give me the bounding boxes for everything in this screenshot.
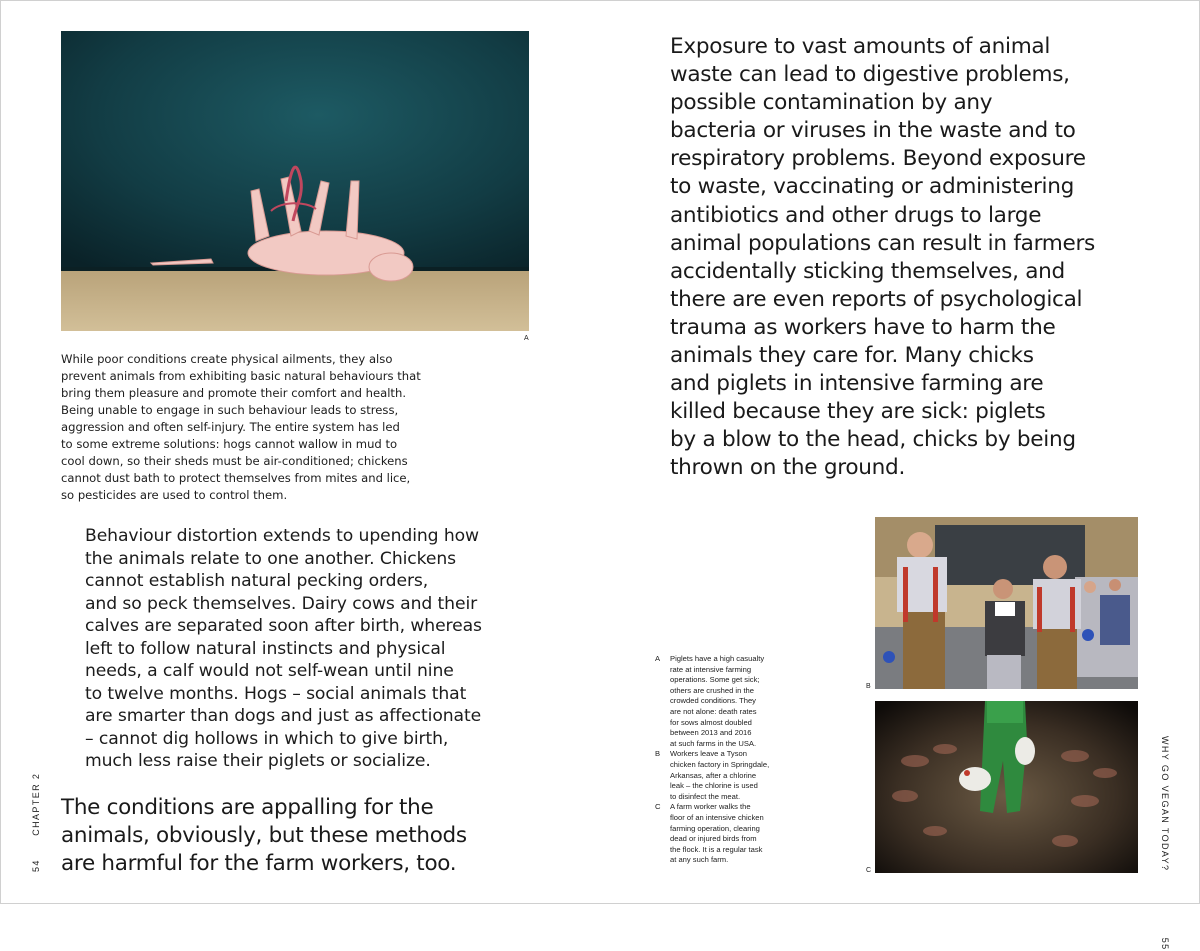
- caption-c: [655, 802, 785, 866]
- text-line: animals they care for. Many chicks: [670, 343, 1034, 369]
- text-line: respiratory problems. Beyond exposure: [670, 146, 1086, 172]
- text-line: bacteria or viruses in the waste and to: [670, 118, 1076, 144]
- caption-line: rate at intensive farming: [670, 664, 752, 674]
- text-line: possible contamination by any: [670, 90, 993, 116]
- photo-b: [875, 517, 1138, 689]
- caption-line: farming operation, clearing: [670, 823, 760, 833]
- text-line: – cannot dig hollows in which to give birth,: [85, 728, 449, 749]
- caption-line: others are crushed in the: [670, 685, 755, 695]
- caption-line: Piglets have a high casualty: [670, 654, 765, 663]
- caption-line: to disinfect the meat.: [670, 791, 741, 801]
- caption-letter: B: [655, 749, 661, 759]
- caption-line: between 2013 and 2016: [670, 728, 752, 738]
- text-line: Exposure to vast amounts of animal: [670, 34, 1051, 59]
- caption-line: dead or injured birds from: [670, 834, 757, 844]
- text-line: animal populations can result in farmers: [670, 230, 1096, 256]
- caption-line: Arkansas, after a chlorine: [670, 770, 757, 780]
- text-line: and piglets in intensive farming are: [670, 371, 1044, 397]
- text-line: the animals relate to one another. Chickens: [85, 548, 456, 569]
- text-line: cannot dust bath to protect themselves from mites and lice,: [61, 471, 411, 485]
- section-title: WHY GO VEGAN TODAY?: [1160, 736, 1170, 872]
- workers-photo-icon: [875, 517, 1138, 689]
- chicken-farm-photo-icon: [875, 701, 1138, 873]
- caption-line: operations. Some get sick;: [670, 675, 760, 685]
- left-folio: [31, 773, 41, 872]
- photo-captions: [655, 654, 785, 866]
- text-line: animals, obviously, but these methods: [61, 823, 467, 848]
- text-line: Behaviour distortion extends to upending how: [85, 526, 480, 546]
- caption-line: for sows almost doubled: [670, 717, 752, 727]
- text-line: accidentally sticking themselves, and: [670, 258, 1065, 284]
- piglet-photo-icon: [61, 31, 529, 331]
- text-line: are smarter than dogs and just as affectionate: [85, 706, 482, 726]
- text-line: cool down, so their sheds must be air-conditioned; chickens: [61, 454, 408, 468]
- page-number: 55: [1160, 937, 1170, 951]
- caption-line: A farm worker walks the: [670, 802, 751, 812]
- text-line: killed because they are sick: piglets: [670, 399, 1046, 425]
- page-number: 54: [31, 859, 41, 872]
- text-line: prevent animals from exhibiting basic natural behaviours that: [61, 369, 421, 383]
- caption-line: the flock. It is a regular task: [670, 844, 763, 854]
- caption-letter: A: [655, 654, 661, 663]
- photo-c-label: C: [866, 867, 872, 874]
- caption-line: at such farms in the USA.: [670, 738, 757, 748]
- caption-line: floor of an intensive chicken: [670, 812, 764, 822]
- photo-a-label: A: [524, 335, 529, 342]
- text-line: by a blow to the head, chicks by being: [670, 427, 1076, 453]
- text-line: cannot establish natural pecking orders,: [85, 571, 429, 591]
- body-paragraph-mid: [85, 525, 510, 773]
- body-paragraph-large: [670, 33, 1170, 483]
- caption-line: leak – the chlorine is used: [670, 781, 758, 791]
- body-paragraph-small: [61, 351, 461, 504]
- section-title: CHAPTER 2: [31, 772, 41, 836]
- text-line: The conditions are appalling for the: [61, 795, 434, 820]
- text-line: to waste, vaccinating or administering: [670, 174, 1075, 200]
- text-line: While poor conditions create physical ailments, they also: [61, 352, 393, 366]
- text-line: left to follow natural instincts and physical: [85, 638, 446, 659]
- text-line: needs, a calf would not self-wean until nine: [85, 661, 454, 681]
- text-line: are harmful for the farm workers, too.: [61, 851, 457, 876]
- text-line: thrown on the ground.: [670, 455, 906, 481]
- caption-line: crowded conditions. They: [670, 696, 756, 706]
- text-line: trauma as workers have to harm the: [670, 314, 1056, 340]
- caption-text: [670, 654, 785, 749]
- text-line: there are even reports of psychological: [670, 286, 1083, 312]
- text-line: waste can lead to digestive problems,: [670, 62, 1070, 88]
- caption-line: are not alone: death rates: [670, 706, 757, 716]
- caption-text: [670, 749, 785, 802]
- caption-line: Workers leave a Tyson: [670, 749, 747, 759]
- text-line: calves are separated soon after birth, whereas: [85, 616, 482, 636]
- photo-a: [61, 31, 529, 331]
- caption-text: [670, 802, 785, 866]
- caption-b: [655, 749, 785, 802]
- text-line: so pesticides are used to control them.: [61, 488, 288, 502]
- text-line: bring them pleasure and promote their comfort and health.: [61, 386, 407, 400]
- text-line: and so peck themselves. Dairy cows and their: [85, 593, 478, 614]
- text-line: Being unable to engage in such behaviour leads to stress,: [61, 403, 399, 417]
- photo-b-label: B: [866, 683, 871, 690]
- caption-letter: C: [655, 802, 661, 812]
- text-line: much less raise their piglets or socialize.: [85, 751, 431, 771]
- text-line: aggression and often self-injury. The entire system has led: [61, 420, 400, 434]
- pull-quote: [61, 794, 521, 878]
- caption-a: [655, 654, 785, 749]
- caption-line: chicken factory in Springdale,: [670, 759, 770, 769]
- right-folio: [1160, 736, 1170, 951]
- text-line: to twelve months. Hogs – social animals that: [85, 683, 467, 704]
- caption-line: at any such farm.: [670, 855, 729, 865]
- text-line: antibiotics and other drugs to large: [670, 202, 1042, 228]
- photo-c: [875, 701, 1138, 873]
- text-line: to some extreme solutions: hogs cannot wallow in mud to: [61, 437, 398, 451]
